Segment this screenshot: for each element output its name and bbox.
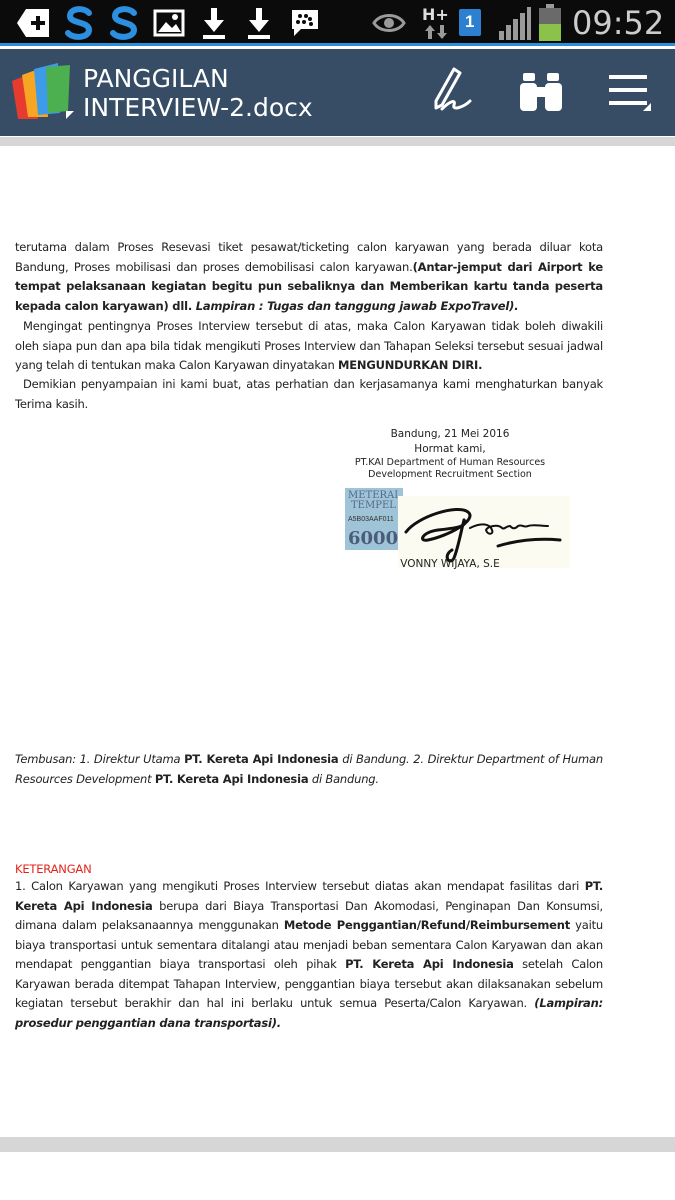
gallery-icon xyxy=(153,9,185,37)
signatory-name: VONNY WIJAYA, S.E xyxy=(400,558,500,570)
eye-icon xyxy=(372,11,406,35)
document-title-line1: PANGGILAN xyxy=(83,64,229,93)
paragraph-text-bold: MENGUNDURKAN DIRI. xyxy=(338,358,483,372)
tembusan-text: di Bandung. 2. Direktur Department of Human Resources Development xyxy=(15,752,603,786)
paragraph-text: Mengingat pentingnya Proses Interview tersebut di atas, maka Calon Karyawan tidak boleh diwakili oleh siapa pun dan apa bila tidak mengikuti Proses Interview dan Tahapan Seleksi tersebut sesuai jadwal yang telah di tentukan maka Calon Karyawan dinyatakan xyxy=(15,319,603,372)
keterangan-text: 1. Calon Karyawan yang mengikuti Proses Interview tersebut diatas akan mendapat fasilitas dari xyxy=(15,879,585,893)
signature-place-date: Bandung, 21 Mei 2016 xyxy=(390,428,510,440)
tembusan-company: PT. Kereta Api Indonesia xyxy=(154,771,309,786)
stamp-value: 6000 xyxy=(348,528,399,549)
document-title xyxy=(83,64,313,122)
status-bar xyxy=(0,0,675,46)
polaris-office-logo-icon[interactable] xyxy=(8,61,76,123)
paragraph-importance xyxy=(15,317,603,376)
page-separator-top xyxy=(0,137,675,146)
paragraph-text-bold: (Antar-jemput dari Airport ke tempat pelaksanaan kegiatan begitu pun sebaliknya dan Memberikan kartu tanda peserta kepada calon karyawan) dll. xyxy=(15,259,603,313)
find-binoculars-icon[interactable] xyxy=(515,65,567,117)
tembusan-text: Tembusan: 1. Direktur Utama xyxy=(15,752,185,766)
tembusan-text: di Bandung. xyxy=(308,771,379,786)
bbm-icon xyxy=(289,7,321,39)
sim-icon xyxy=(459,9,481,36)
keterangan-method: Metode Penggantian/Refund/Reimbursement xyxy=(283,918,571,932)
keterangan-text: berupa dari Biaya Transportasi Dan Akomodasi, Penginapan Dan Konsumsi, dimana dalam pelaksanaannya menggunakan xyxy=(15,898,604,932)
paragraph-text: Demikian penyampaian ini kami buat, atas perhatian dan kerjasamanya kami menghaturkan banyak Terima kasih. xyxy=(15,377,603,411)
document-title-line2: INTERVIEW-2.docx xyxy=(83,93,313,122)
stamp-text-top: METERAI xyxy=(348,490,399,501)
clock: 09:52 xyxy=(572,4,665,42)
keterangan-heading: KETERANGAN xyxy=(15,862,92,876)
battery-icon xyxy=(538,4,562,42)
network-type: H+ xyxy=(422,5,449,24)
paragraph-reservation xyxy=(15,238,603,316)
stamp-code: A5B03AAF011 xyxy=(348,516,394,523)
stamp-text-middle: TEMPEL xyxy=(351,500,396,511)
paragraph-text-italic: Lampiran : Tugas dan tanggung jawab ExpoTravel). xyxy=(192,298,519,313)
keterangan-attachment: (Lampiran: prosedur penggantian dana transportasi). xyxy=(15,996,603,1030)
paragraph-tembusan xyxy=(15,750,603,789)
pen-draw-icon[interactable] xyxy=(424,65,476,117)
signal-icon xyxy=(498,7,532,41)
signature-closing: Hormat kami, xyxy=(414,443,486,455)
network-arrows-icon xyxy=(424,24,448,40)
menu-icon[interactable] xyxy=(605,65,657,117)
tembusan-company: PT. Kereta Api Indonesia xyxy=(184,752,339,766)
keterangan-company: PT. Kereta Api Indonesia xyxy=(15,879,603,913)
swiftkey-icon xyxy=(107,5,141,41)
paragraph-closing xyxy=(15,375,603,414)
download-icon xyxy=(245,6,273,40)
paragraph-keterangan xyxy=(15,877,603,1033)
sim-slot-label: 1 xyxy=(465,12,475,31)
keterangan-text: yaitu biaya transportasi untuk sementara ditalangi atau menjadi beban sementara Calon Karyawan dan akan mendapat penggantian biaya transportasi oleh pihak xyxy=(15,918,603,971)
keterangan-company: PT. Kereta Api Indonesia xyxy=(345,957,514,971)
download-icon xyxy=(200,6,228,40)
add-notification-icon xyxy=(16,6,52,40)
paragraph-text: terutama dalam Proses Resevasi tiket pesawat/ticketing calon karyawan yang berada diluar kota Bandung, Proses mobilisasi dan proses demobilisasi calon karyawan. xyxy=(15,240,603,274)
signature-section: Development Recruitment Section xyxy=(368,469,532,480)
keterangan-text: setelah Calon Karyawan berada ditempat Tahapan Interview, penggantian biaya tersebut akan dilaksanakan sebelum kegiatan tersebut berakhir dan hal ini berlaku untuk semua Peserta/Calon Karyawan. xyxy=(15,957,603,1010)
swiftkey-icon xyxy=(62,5,96,41)
signature-organization: PT.KAI Department of Human Resources xyxy=(354,457,546,468)
meterai-stamp xyxy=(345,488,403,550)
document-page[interactable] xyxy=(0,146,675,1137)
page-separator-bottom xyxy=(0,1137,675,1152)
app-toolbar xyxy=(0,49,675,136)
